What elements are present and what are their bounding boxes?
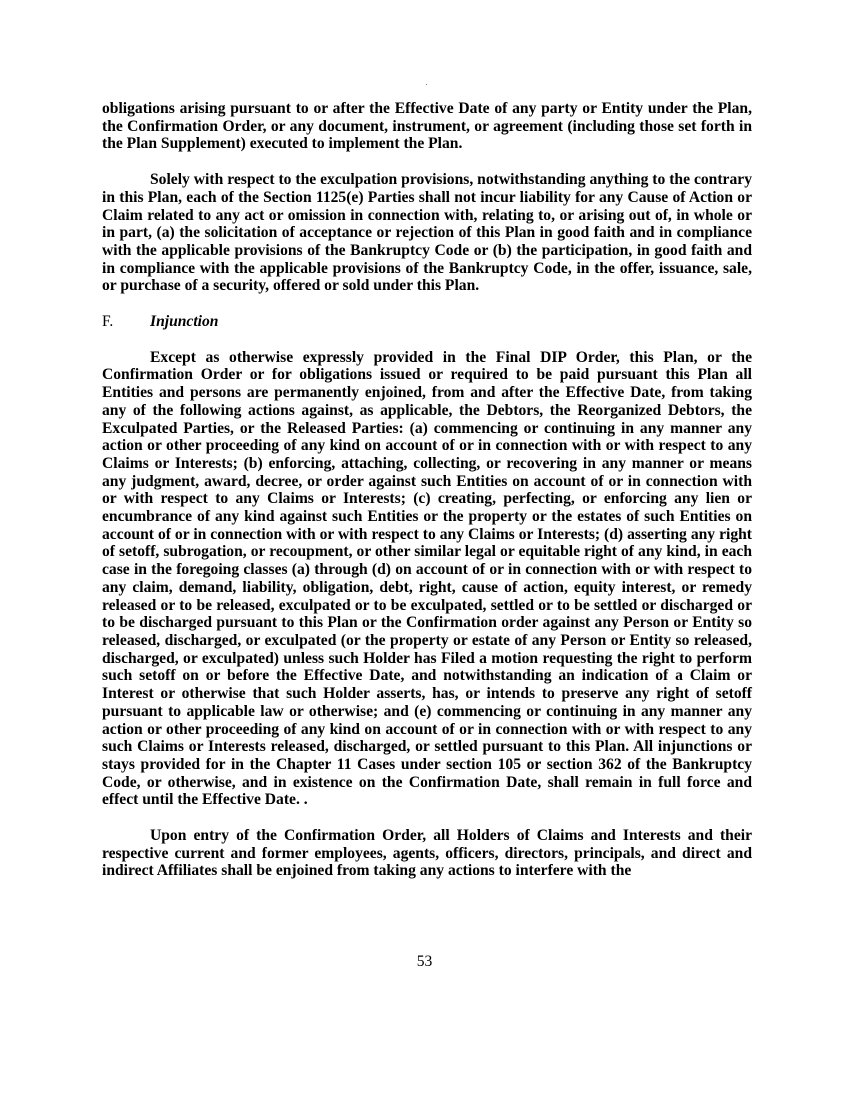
scan-artifact-dot (426, 84, 427, 85)
section-number: F. (102, 313, 114, 331)
section-heading (102, 313, 752, 331)
page-number: 53 (416, 953, 433, 970)
paragraph-exculpation: Solely with respect to the exculpation provisions, notwithstanding anything to the contrary in this Plan, each of the Section 1125(e) Parties shall not incur liability for any Cause of Action or Claim related to any act or omission in connection with, relating to, or arising out of, in whole or in part, (a) the solicitation of acceptance or rejection of this Plan in good faith and in compliance with the applicable provisions of the Bankruptcy Code or (b) the participation, in good faith and in compliance with the applicable provisions of the Bankruptcy Code, in the offer, issuance, sale, or purchase of a security, offered or sold under this Plan. (102, 171, 752, 295)
paragraph-injunction: Except as otherwise expressly provided in the Final DIP Order, this Plan, or the Confirmation Order or for obligations issued or required to be paid pursuant this Plan all Entities and persons are permanently enjoined, from and after the Effective Date, from taking any of the following actions against, as applicable, the Debtors, the Reorganized Debtors, the Exculpated Parties, or the Released Parties: (a) commencing or continuing in any manner any action or other proceeding of any kind on account of or in connection with or with respect to any Claims or Interests; (b) enforcing, attaching, collecting, or recovering in any manner or means any judgment, award, decree, or order against such Entities on account of or in connection with or with respect to any Claims or Interests; (c) creating, perfecting, or enforcing any lien or encumbrance of any kind against such Entities or the property or the estates of such Entities on account of or in connection with or with respect to any Claims or Interests; (d) asserting any right of setoff, subrogation, or recoupment, or other similar legal or equitable right of any kind, in each case in the foregoing classes (a) through (d) on account of or in connection with or with respect to any claim, demand, liability, obligation, debt, right, cause of action, equity interest, or remedy released or to be released, exculpated or to be exculpated, settled or to be settled or discharged or to be discharged pursuant to this Plan or the Confirmation order against any Person or Entity so released, discharged, or exculpated (or the property or estate of any Person or Entity so released, discharged, or exculpated) unless such Holder has Filed a motion requesting the right to perform such setoff on or before the Effective Date, and notwithstanding an indication of a Claim or Interest or otherwise that such Holder asserts, has, or intends to preserve any right of setoff pursuant to applicable law or otherwise; and (e) commencing or continuing in any manner any action or other proceeding of any kind on account of or in connection with or with respect to any such Claims or Interests released, discharged, or settled pursuant to this Plan. All injunctions or stays provided for in the Chapter 11 Cases under section 105 or section 362 of the Bankruptcy Code, or otherwise, and in existence on the Confirmation Date, shall remain in full force and effect until the Effective Date. . (102, 348, 752, 809)
section-title: Injunction (150, 313, 219, 331)
paragraph-upon-entry: Upon entry of the Confirmation Order, all Holders of Claims and Interests and their respective current and former employees, agents, officers, directors, principals, and direct and indirect Affiliates shall be enjoined from taking any actions to interfere with the (102, 827, 752, 880)
paragraph-continued: obligations arising pursuant to or after the Effective Date of any party or Entity under the Plan, the Confirmation Order, or any document, instrument, or agreement (including those set forth in the Plan Supplement) executed to implement the Plan. (102, 100, 752, 153)
document-page (102, 100, 752, 880)
